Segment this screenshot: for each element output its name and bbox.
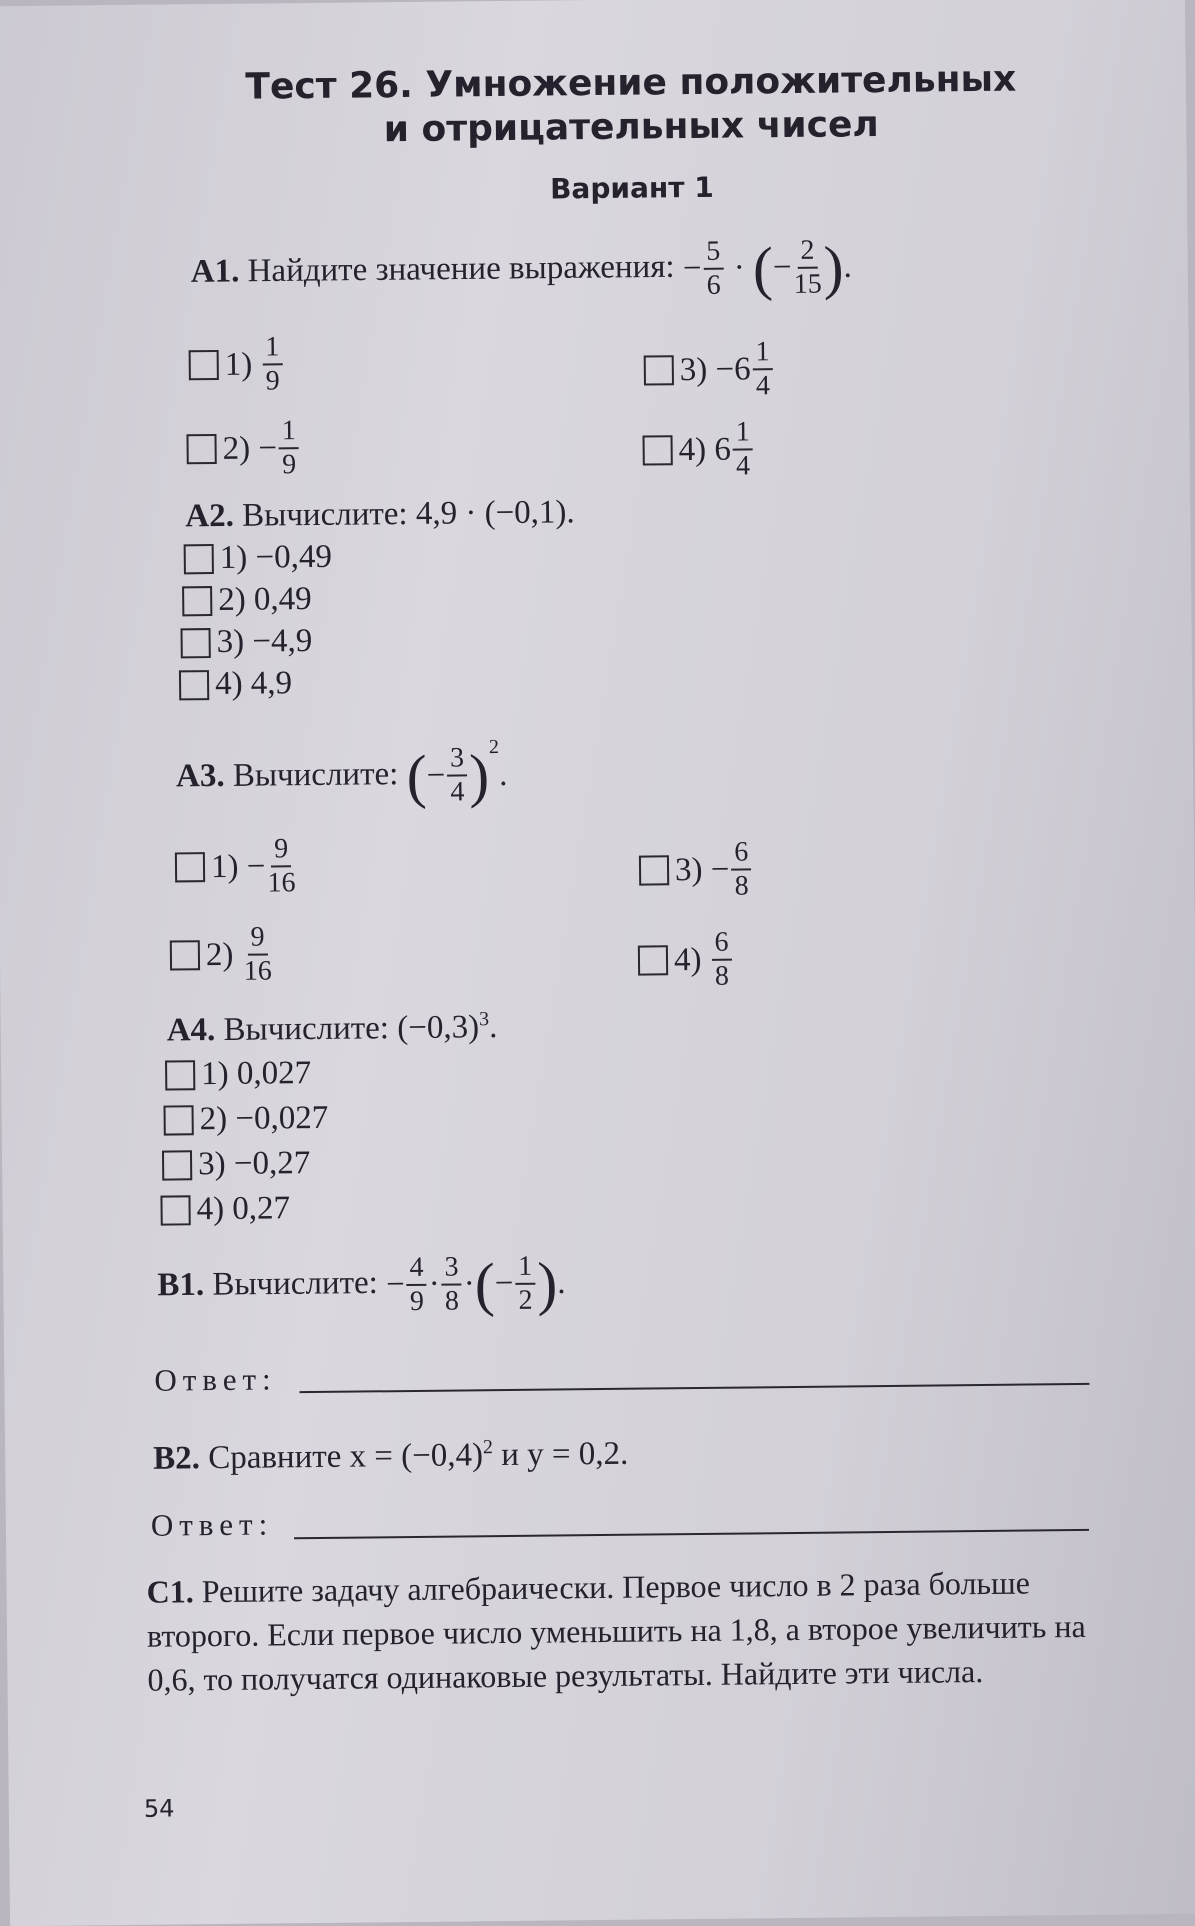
minus-sign: − (426, 757, 446, 794)
option-text: 4) 4,9 (214, 665, 293, 703)
paren: ( (474, 1251, 496, 1318)
fraction (447, 743, 468, 809)
question-label: С1. (146, 1573, 194, 1610)
fraction (267, 833, 296, 899)
numerator: 3 (447, 743, 467, 777)
answer-checkbox[interactable] (180, 628, 210, 658)
fraction (441, 1251, 462, 1317)
question-text: Вычислите: (212, 1264, 379, 1303)
b2-answer-line[interactable] (294, 1529, 1089, 1539)
answer-checkbox[interactable] (179, 670, 209, 700)
period: . (843, 248, 852, 285)
answer-checkbox[interactable] (175, 852, 205, 882)
a2-option-4 (179, 665, 292, 703)
a3-option-4 (638, 927, 734, 994)
numerator: 2 (797, 235, 817, 269)
fraction (711, 927, 732, 993)
answer-checkbox[interactable] (644, 355, 674, 385)
question-text: Найдите значение выражения: (247, 248, 675, 290)
fraction (703, 236, 724, 302)
question-text: Вычислите: 4,9 · (−0,1). (241, 494, 575, 534)
title-line-1: Тест 26. Умножение положительных (245, 58, 1017, 108)
question-label: А3. (175, 757, 225, 795)
numerator: 4 (406, 1252, 426, 1286)
answer-checkbox[interactable] (182, 586, 212, 616)
minus-sign: − (258, 429, 278, 467)
minus-sign: − (246, 848, 266, 885)
minus-sign: − (772, 249, 792, 286)
answer-checkbox[interactable] (165, 1060, 195, 1090)
denominator: 8 (734, 870, 749, 902)
denominator: 4 (755, 370, 771, 402)
fraction (406, 1252, 427, 1318)
numerator: 9 (247, 921, 267, 955)
minus-sign: − (682, 250, 702, 287)
option-number: 1) (224, 346, 253, 383)
a3-option-2 (170, 921, 274, 988)
numerator: 1 (279, 415, 299, 449)
fraction (733, 416, 754, 482)
a1-option-1 (188, 331, 284, 398)
question-b2 (153, 1435, 628, 1478)
title-line-2: и отрицательных чисел (383, 104, 879, 151)
option-text: 4) 0,27 (196, 1190, 291, 1228)
answer-checkbox[interactable] (189, 350, 219, 380)
fraction (262, 331, 283, 397)
fraction (279, 415, 300, 481)
answer-checkbox[interactable] (638, 945, 668, 975)
answer-checkbox[interactable] (170, 940, 200, 970)
a1-option-4 (642, 416, 755, 483)
denominator: 16 (267, 867, 296, 899)
answer-checkbox[interactable] (186, 434, 216, 464)
question-label: В1. (157, 1266, 205, 1304)
numerator: 1 (752, 336, 772, 370)
answer-checkbox[interactable] (160, 1195, 190, 1225)
a4-option-4 (160, 1190, 290, 1228)
option-number: 2) (222, 430, 251, 467)
question-c1 (146, 1560, 1097, 1702)
fraction (243, 921, 272, 987)
option-text: 1) 0,027 (200, 1055, 312, 1093)
paren: ) (468, 742, 490, 809)
fraction (752, 336, 773, 402)
dot: · (733, 249, 745, 287)
option-text: 3) −4,9 (216, 622, 313, 660)
option-number: 3) (674, 851, 703, 888)
a2-option-3 (180, 623, 312, 661)
numerator: 9 (271, 833, 291, 867)
b1-answer-label: Ответ: (154, 1361, 277, 1398)
question-text: Вычислите: (232, 756, 399, 794)
denominator: 9 (265, 365, 280, 397)
denominator: 8 (444, 1285, 460, 1317)
question-text: Решите задачу алгебраически. Первое число в 2 раза больше второго. Если первое число уменьшить на 1,8, а второе увеличить на 0,6, то получатся одинаковые результаты. Найдите эти числа. (146, 1564, 1086, 1698)
answer-checkbox[interactable] (639, 855, 669, 885)
question-a2 (185, 494, 575, 535)
option-text: 2) 0,49 (218, 581, 312, 618)
paren: ( (752, 235, 774, 302)
question-a4 (167, 1008, 498, 1049)
a1-option-2 (186, 415, 301, 482)
question-a3 (176, 736, 508, 812)
a4-option-3 (162, 1145, 310, 1184)
a4-option-1 (165, 1055, 311, 1094)
question-text-continued: и y = 0,2. (492, 1435, 629, 1474)
numerator: 1 (515, 1251, 535, 1285)
option-text: 2) −0,027 (199, 1099, 329, 1138)
numerator: 3 (441, 1251, 461, 1285)
minus-sign: − (494, 1265, 514, 1302)
denominator: 4 (450, 776, 465, 808)
minus-sign: − (385, 1266, 405, 1303)
test-title (191, 57, 1072, 154)
exponent: 2 (488, 736, 500, 759)
variant-heading: Вариант 1 (549, 170, 714, 206)
answer-checkbox[interactable] (184, 544, 214, 574)
fraction (515, 1251, 536, 1317)
option-number: 4) (673, 941, 702, 978)
a2-option-1 (184, 539, 332, 578)
whole-part: 6 (734, 350, 751, 388)
question-a1 (190, 234, 852, 307)
option-text: 1) −0,49 (219, 538, 333, 576)
exponent: 3 (478, 1008, 490, 1031)
denominator: 4 (735, 450, 751, 482)
question-text: Вычислите: (−0,3) (223, 1009, 480, 1048)
paren: ( (406, 743, 427, 810)
period: . (557, 1264, 566, 1301)
question-label: А2. (185, 497, 235, 535)
minus-sign: − (715, 351, 735, 388)
period: . (499, 756, 508, 793)
numerator: 6 (711, 927, 731, 961)
a3-option-3 (639, 836, 754, 903)
option-number: 1) (210, 848, 239, 885)
a1-option-3 (643, 336, 775, 403)
a2-option-2 (182, 581, 312, 619)
denominator: 2 (518, 1284, 533, 1316)
numerator: 6 (731, 836, 751, 870)
option-text: 3) −0,27 (197, 1145, 311, 1183)
answer-checkbox[interactable] (163, 1105, 193, 1135)
page-number: 54 (143, 1794, 175, 1823)
option-number: 4) (678, 431, 707, 468)
a3-option-1 (175, 833, 298, 900)
paren: ) (823, 234, 844, 301)
option-number: 3) (679, 351, 708, 388)
denominator: 9 (282, 449, 297, 481)
exponent: 2 (482, 1436, 494, 1459)
paren: ) (536, 1250, 558, 1317)
denominator: 6 (706, 269, 721, 301)
question-label: А4. (166, 1012, 216, 1049)
dot: · (428, 1266, 440, 1303)
option-number: 2) (205, 936, 234, 973)
period: . (488, 1009, 498, 1046)
denominator: 8 (714, 960, 730, 992)
minus-sign: − (710, 851, 730, 888)
denominator: 15 (793, 268, 822, 300)
question-text: Сравните x = (−0,4) (208, 1437, 484, 1477)
dot: · (463, 1265, 475, 1302)
numerator: 1 (262, 331, 282, 365)
b2-answer-label: Ответ: (150, 1506, 274, 1543)
a4-option-2 (163, 1100, 328, 1139)
b1-answer-line[interactable] (299, 1383, 1089, 1393)
answer-checkbox[interactable] (162, 1150, 192, 1180)
fraction (793, 235, 822, 301)
denominator: 16 (243, 955, 273, 987)
whole-part: 6 (714, 431, 732, 468)
question-b1 (157, 1250, 566, 1320)
numerator: 5 (703, 236, 723, 270)
question-label: В2. (153, 1440, 201, 1477)
fraction (731, 836, 752, 902)
denominator: 9 (409, 1285, 425, 1318)
answer-checkbox[interactable] (643, 435, 673, 465)
question-label: А1. (190, 253, 240, 290)
numerator: 1 (733, 416, 753, 450)
